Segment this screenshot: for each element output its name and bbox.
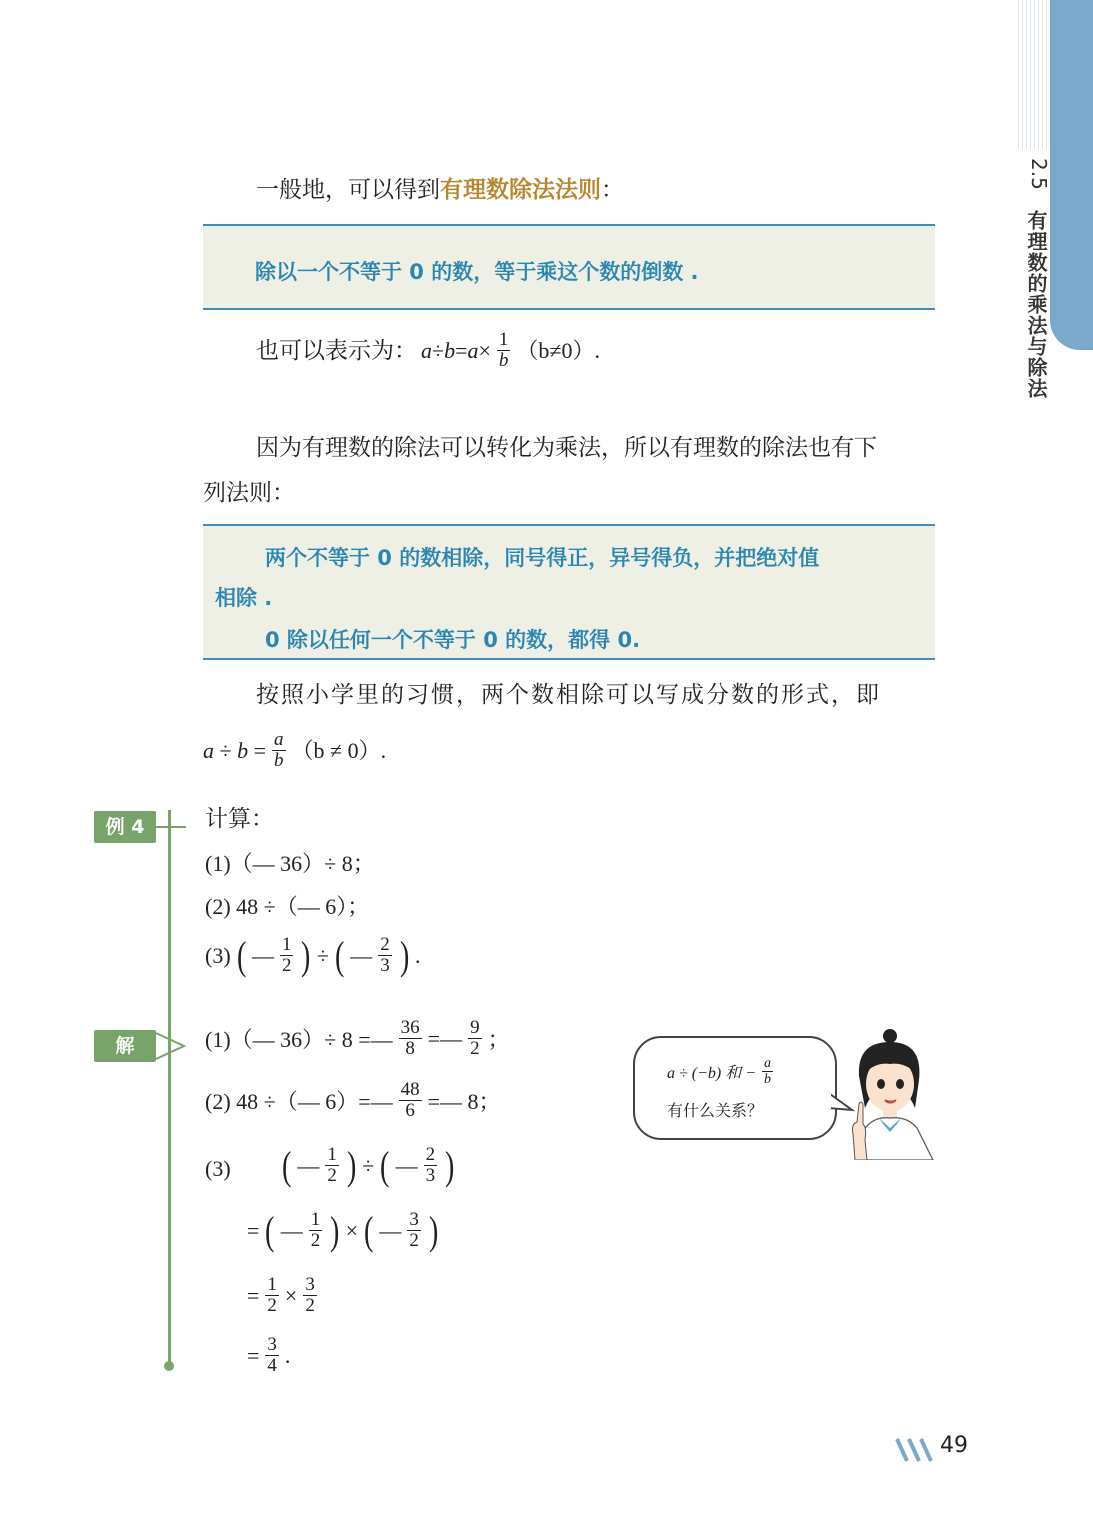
side-tab-title: 有理数的乘法与除法 xyxy=(1024,210,1048,399)
example-tag: 例 4 xyxy=(94,811,156,843)
para-3-formula xyxy=(203,730,386,771)
side-tab-section: 2.5 xyxy=(1027,158,1051,190)
example-item-3: (3) ( — $\frac{1}{2}$ ) ÷ ( — $\frac{2}{3}$ ) . xyxy=(205,932,421,978)
para-3-cond: （b ≠ 0）. xyxy=(291,737,387,763)
intro-prefix: 一般地，可以得到 xyxy=(256,177,440,203)
speech-bubble xyxy=(633,1036,837,1140)
example-item-3-label: (3) xyxy=(205,942,231,968)
express-formula: a÷b=a× xyxy=(421,337,491,363)
page-number: 49 xyxy=(940,1433,968,1458)
express-line xyxy=(256,330,600,371)
intro-line xyxy=(256,173,624,207)
express-prefix: 也可以表示为： xyxy=(256,337,417,364)
solution-tag: 解 xyxy=(94,1030,156,1062)
division-formula: a ÷ b = xyxy=(203,737,266,763)
bubble-line-1: a ÷ (−b) 和 − $\frac{a}{b}$ xyxy=(667,1056,772,1087)
solution-3-step-2: = ( — $\frac{1}{2}$ ) × ( — $\frac{3}{2}$ ) xyxy=(247,1207,439,1253)
example-line-end-dot xyxy=(164,1361,174,1371)
bubble-line-2: 有什么关系？ xyxy=(667,1101,764,1120)
example-vertical-line xyxy=(168,810,171,1366)
example-item-2: (2) 48 ÷（— 6）； xyxy=(205,894,370,919)
solution-3-step-4: = $\frac{3}{4}$ . xyxy=(247,1334,291,1376)
express-fraction: $\frac{1}{b}$ xyxy=(498,329,509,371)
example-tag-tick xyxy=(156,826,186,828)
solution-tag-arrow xyxy=(156,1030,188,1062)
solution-3-label: (3) xyxy=(205,1156,231,1181)
express-cond: （b≠0）. xyxy=(516,337,600,363)
para-3-line-1: 按照小学里的习惯，两个数相除可以写成分数的形式，即 xyxy=(256,682,881,708)
solution-3-step-1: ( — $\frac{1}{2}$ ) ÷ ( — $\frac{2}{3}$ ) xyxy=(281,1142,455,1188)
solution-2: (2) 48 ÷（— 6）=— $\frac{48}{6}$ =— 8； xyxy=(205,1079,501,1121)
intro-highlight: 有理数除法法则 xyxy=(440,177,601,203)
example-item-1: (1)（— 36）÷ 8； xyxy=(205,851,375,876)
a-over-b-fraction: $\frac{a}{b}$ xyxy=(274,729,284,771)
intro-suffix: ： xyxy=(601,177,624,203)
solution-2-suffix: =— 8； xyxy=(427,1089,501,1114)
solution-1: (1)（— 36）÷ 8 =— $\frac{36}{8}$ =— $\frac{9}{2}$ ； xyxy=(205,1017,510,1059)
girl-illustration xyxy=(845,1028,940,1160)
rule-2-line-3: 0 除以任何一个不等于 0 的数，都得 0. xyxy=(265,628,641,652)
rule-box-1 xyxy=(203,224,935,310)
para-2-line-1: 因为有理数的除法可以转化为乘法，所以有理数的除法也有下 xyxy=(256,435,877,461)
example-prompt: 计算： xyxy=(205,806,274,832)
rule-box-2 xyxy=(203,524,935,660)
solution-1-prefix: (1)（— 36）÷ 8 =— xyxy=(205,1027,393,1052)
side-tab xyxy=(1050,0,1093,350)
page-stripes-icon xyxy=(893,1437,939,1467)
rule-2-line-1: 两个不等于 0 的数相除，同号得正，异号得负，并把绝对值 xyxy=(265,546,820,570)
rule-2-line-2: 相除 . xyxy=(215,586,273,610)
solution-3-step-3: = $\frac{1}{2}$ × $\frac{3}{2}$ xyxy=(247,1274,315,1316)
solution-2-prefix: (2) 48 ÷（— 6）=— xyxy=(205,1089,393,1114)
rule-1-text: 除以一个不等于 0 的数，等于乘这个数的倒数 . xyxy=(255,260,699,284)
para-2-line-2: 列法则： xyxy=(203,480,295,506)
bubble-line-1-prefix: a ÷ (−b) 和 − xyxy=(667,1065,757,1082)
